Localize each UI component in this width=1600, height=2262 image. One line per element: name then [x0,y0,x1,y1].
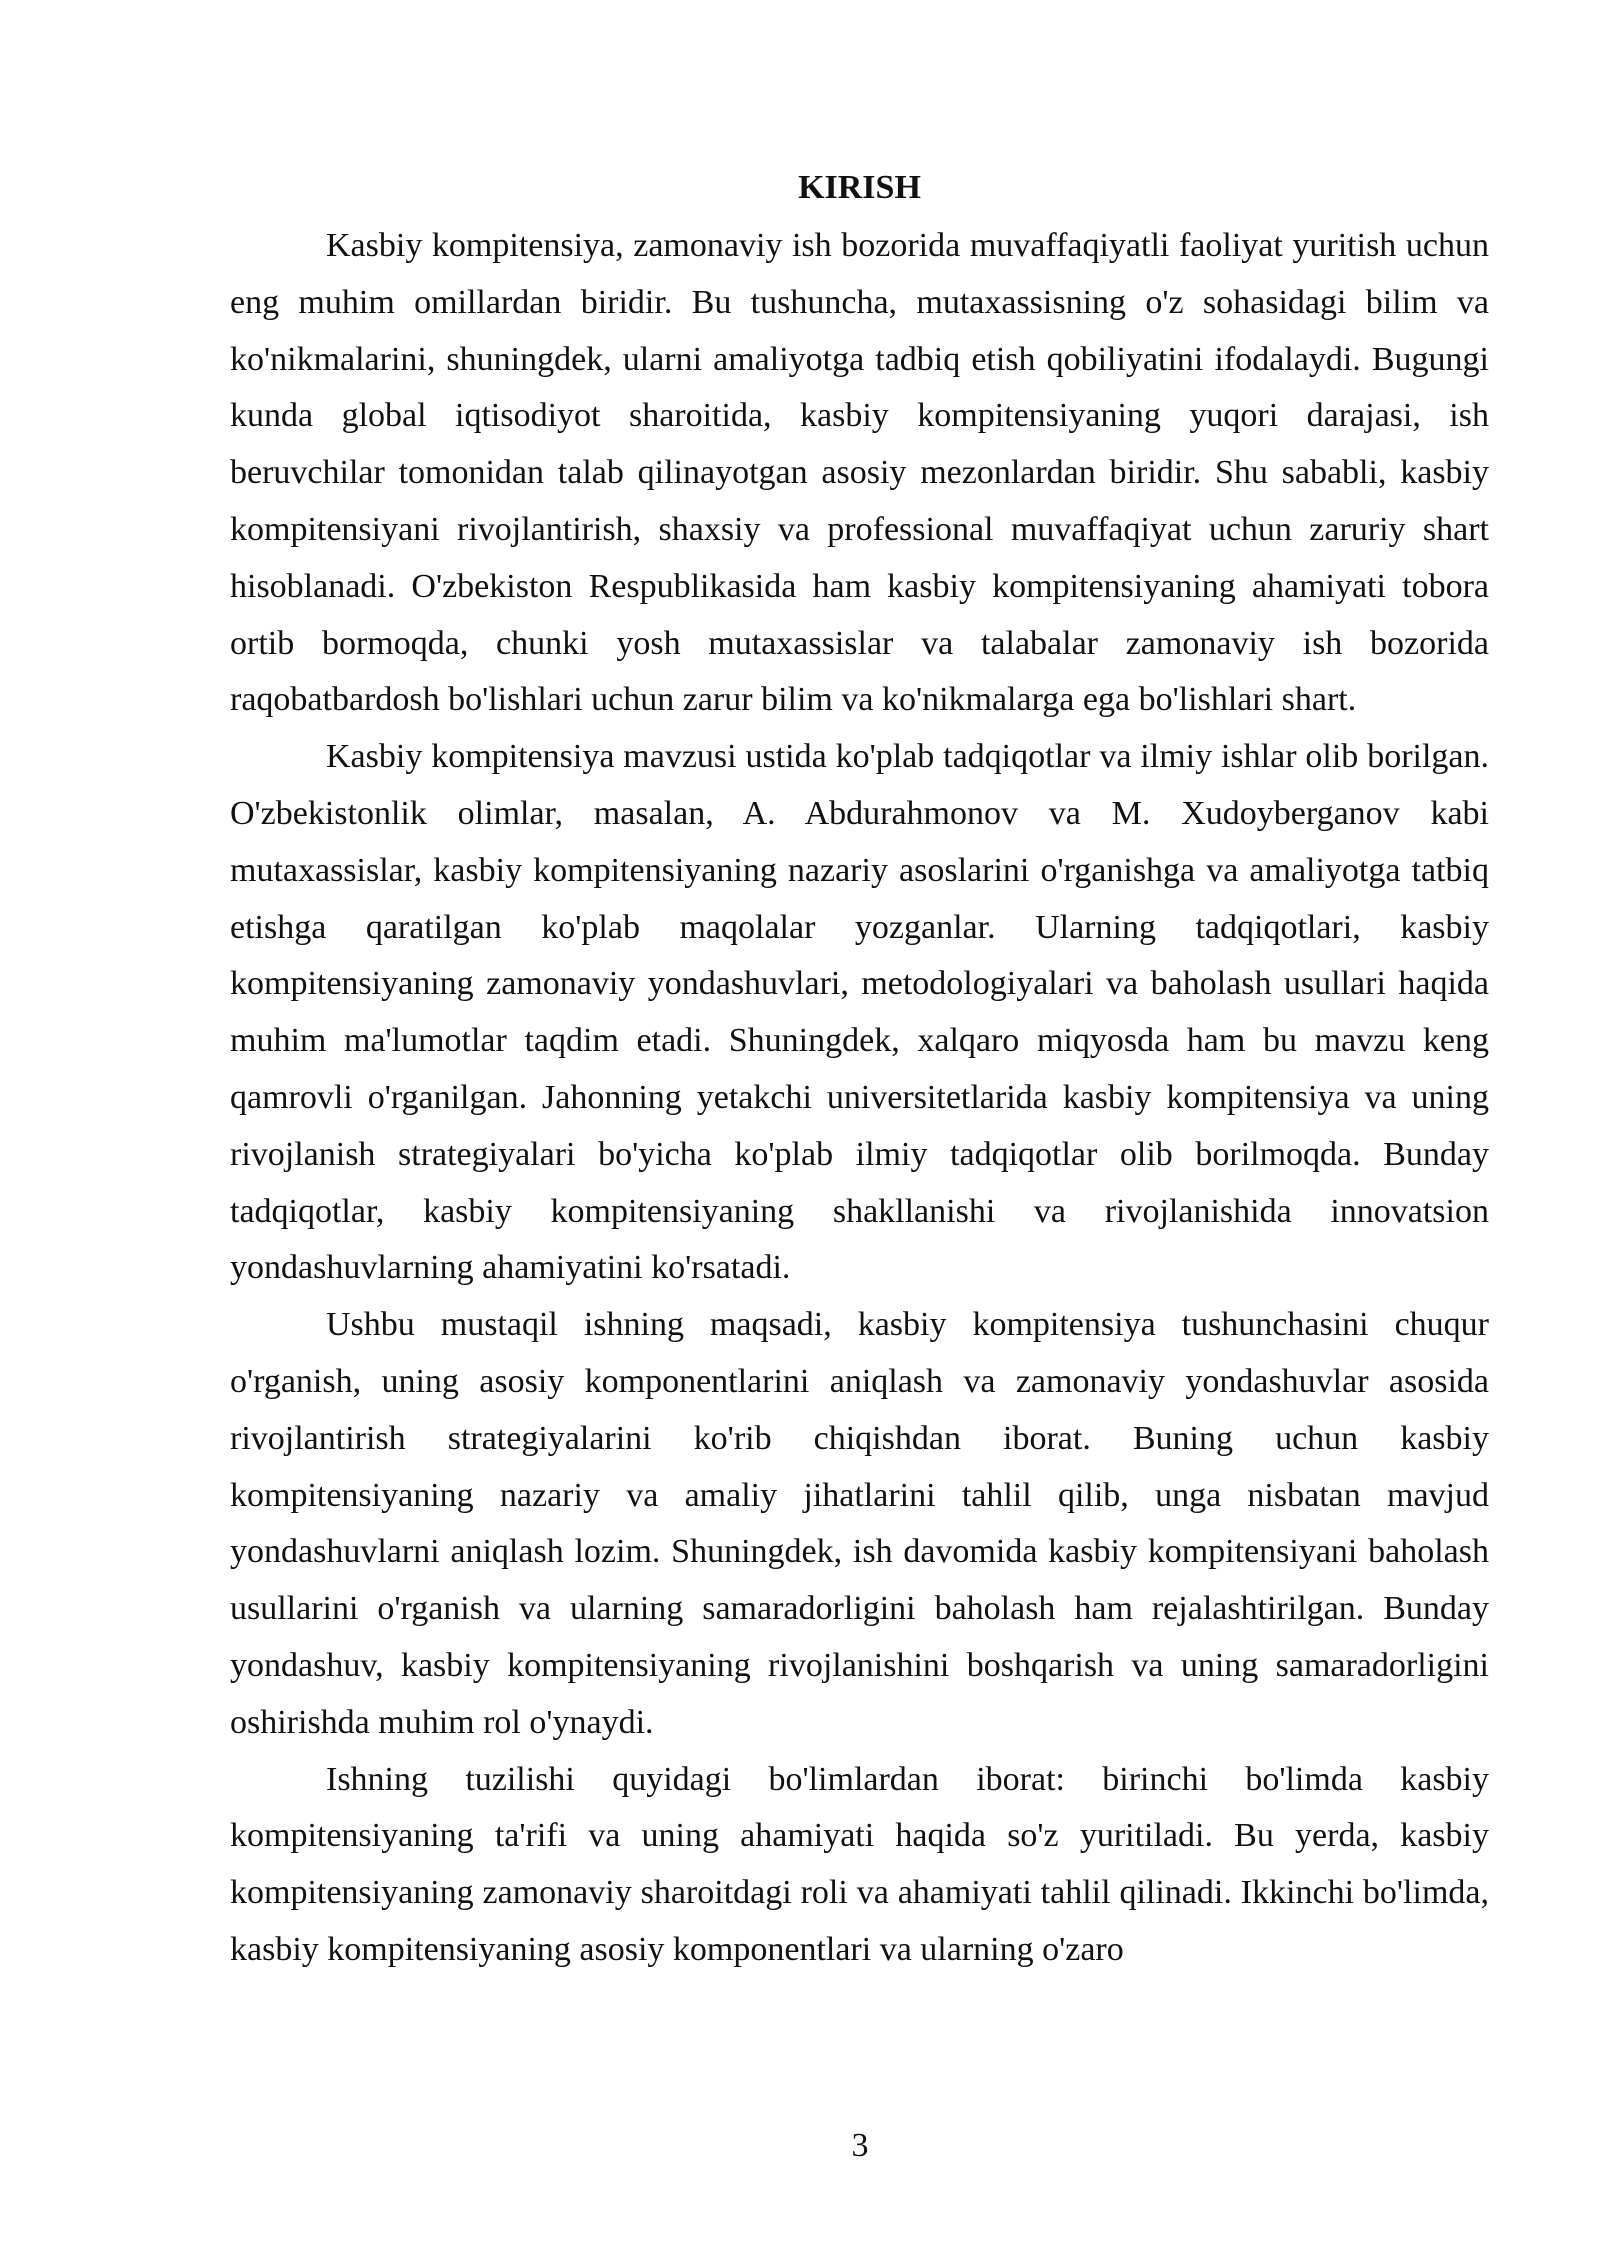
section-title: KIRISH [798,169,921,206]
paragraph-1: Kasbiy kompitensiya, zamonaviy ish bozorida muvaffaqiyatli faoliyat yuritish uchun eng muhim omillardan biridir. Bu tushuncha, mutaxassisning o'z sohasidagi bilim va ko'nikmalarini, shuningdek, ularni amaliyotga tadbiq etish qobiliyatini ifodalaydi. Bugungi kunda global iqtisodiyot sharoitida, kasbiy kompitensiyaning yuqori darajasi, ish beruvchilar tomonidan talab qilinayotgan asosiy mezonlardan biridir. Shu sababli, kasbiy kompitensiyani rivojlantirish, shaxsiy va professional muvaffaqiyat uchun zaruriy shart hisoblanadi. O'zbekiston Respublikasida ham kasbiy kompitensiyaning ahamiyati tobora ortib bormoqda, chunki yosh mutaxassislar va talabalar zamonaviy ish bozorida raqobatbardosh bo'lishlari uchun zarur bilim va ko'nikmalarga ega bo'lishlari shart. [230,227,1489,719]
paragraph-3: Ushbu mustaqil ishning maqsadi, kasbiy kompitensiya tushunchasini chuqur o'rganish, uning asosiy komponentlarini aniqlash va zamonaviy yondashuvlar asosida rivojlantirish strategiyalarini ko'rib chiqishdan iborat. Buning uchun kasbiy kompitensiyaning nazariy va amaliy jihatlarini tahlil qilib, unga nisbatan mavjud yondashuvlarni aniqlash lozim. Shuningdek, ish davomida kasbiy kompitensiyani baholash usullarini o'rganish va ularning samaradorligini baholash ham rejalashtirilgan. Bunday yondashuv, kasbiy kompitensiyaning rivojlanishini boshqarish va uning samaradorligini oshirishda muhim rol o'ynaydi. [230,1306,1489,1741]
paragraph-4: Ishning tuzilishi quyidagi bo'limlardan iborat: birinchi bo'limda kasbiy kompitensiyaning ta'rifi va uning ahamiyati haqida so'z yuritiladi. Bu yerda, kasbiy kompitensiyaning zamonaviy sharoitdagi roli va ahamiyati tahlil qilinadi. Ikkinchi bo'limda, kasbiy kompitensiyaning asosiy komponentlari va ularning o'zaro [230,1760,1489,1968]
page-number: 3 [851,2127,869,2164]
document-body [230,160,1489,1979]
paragraph-2: Kasbiy kompitensiya mavzusi ustida ko'plab tadqiqotlar va ilmiy ishlar olib borilgan. O'zbekistonlik olimlar, masalan, A. Abdurahmonov va M. Xudoyberganov kabi mutaxassislar, kasbiy kompitensiyaning nazariy asoslarini o'rganishga va amaliyotga tatbiq etishga qaratilgan ko'plab maqolalar yozganlar. Ularning tadqiqotlari, kasbiy kompitensiyaning zamonaviy yondashuvlari, metodologiyalari va baholash usullari haqida muhim ma'lumotlar taqdim etadi. Shuningdek, xalqaro miqyosda ham bu mavzu keng qamrovli o'rganilgan. Jahonning yetakchi universitetlarida kasbiy kompitensiya va uning rivojlanish strategiyalari bo'yicha ko'plab ilmiy tadqiqotlar olib borilmoqda. Bunday tadqiqotlar, kasbiy kompitensiyaning shakllanishi va rivojlanishida innovatsion yondashuvlarning ahamiyatini ko'rsatadi. [230,738,1489,1287]
